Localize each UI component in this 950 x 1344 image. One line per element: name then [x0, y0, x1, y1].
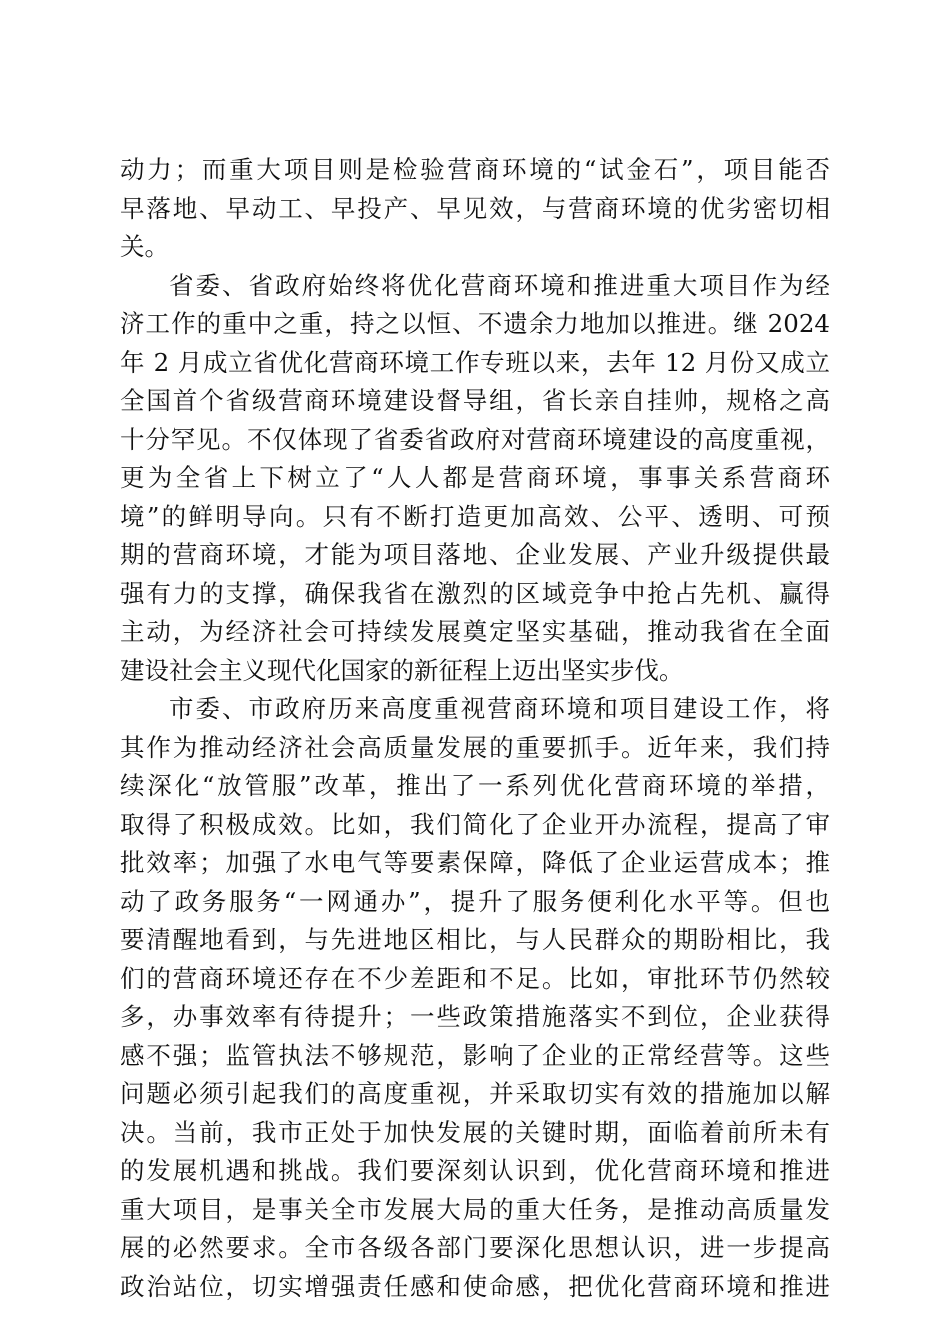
text-line: 济工作的重中之重，持之以恒、不遗余力地加以推进。继 2024	[120, 309, 830, 338]
paragraph-start-line: 省委、省政府始终将优化营商环境和推进重大项目作为经	[169, 270, 830, 300]
text-line: 其作为推动经济社会高质量发展的重要抓手。近年来，我们持	[120, 732, 830, 762]
text-line: 们的营商环境还存在不少差距和不足。比如，审批环节仍然较	[120, 963, 830, 993]
text-line: 决。当前，我市正处于加快发展的关键时期，面临着前所未有	[120, 1117, 830, 1147]
text-line: 问题必须引起我们的高度重视，并采取切实有效的措施加以解	[120, 1079, 830, 1108]
text-line: 十分罕见。不仅体现了省委省政府对营商环境建设的高度重视，	[120, 424, 830, 454]
text-line: 境”的鲜明导向。只有不断打造更加高效、公平、透明、可预	[120, 501, 830, 531]
text-line: 多，办事效率有待提升；一些政策措施落实不到位，企业获得	[120, 1002, 830, 1031]
body-text	[120, 151, 830, 1306]
text-line: 更为全省上下树立了“人人都是营商环境，事事关系营商环	[120, 463, 830, 492]
text-line: 续深化“放管服”改革，推出了一系列优化营商环境的举措，	[120, 771, 830, 800]
text-line: 年 2 月成立省优化营商环境工作专班以来，去年 12 月份又成立	[120, 347, 830, 377]
text-line: 要清醒地看到，与先进地区相比，与人民群众的期盼相比，我	[120, 925, 830, 954]
text-line: 动了政务服务“一网通办”，提升了服务便利化水平等。但也	[120, 886, 830, 916]
text-line: 展的必然要求。全市各级各部门要深化思想认识，进一步提高	[120, 1233, 830, 1262]
text-line: 感不强；监管执法不够规范，影响了企业的正常经营等。这些	[120, 1040, 830, 1070]
paragraph-start-line: 市委、市政府历来高度重视营商环境和项目建设工作，将	[169, 694, 830, 723]
text-line: 批效率；加强了水电气等要素保障，降低了企业运营成本；推	[120, 848, 830, 877]
text-line: 早落地、早动工、早投产、早见效，与营商环境的优劣密切相	[120, 193, 830, 223]
text-line: 强有力的支撑，确保我省在激烈的区域竞争中抢占先机、赢得	[120, 578, 830, 608]
text-line: 主动，为经济社会可持续发展奠定坚实基础，推动我省在全面	[120, 617, 830, 646]
text-line: 取得了积极成效。比如，我们简化了企业开办流程，提高了审	[120, 809, 830, 839]
text-line: 重大项目，是事关全市发展大局的重大任务，是推动高质量发	[120, 1194, 830, 1224]
text-line: 政治站位，切实增强责任感和使命感，把优化营商环境和推进	[120, 1271, 830, 1301]
text-line: 建设社会主义现代化国家的新征程上迈出坚实步伐。	[120, 655, 684, 685]
text-line: 关。	[120, 232, 169, 261]
text-line: 的发展机遇和挑战。我们要深刻认识到，优化营商环境和推进	[120, 1156, 830, 1185]
text-line: 动力；而重大项目则是检验营商环境的“试金石”，项目能否	[120, 155, 830, 184]
text-line: 全国首个省级营商环境建设督导组，省长亲自挂帅，规格之高	[120, 386, 830, 415]
text-line: 期的营商环境，才能为项目落地、企业发展、产业升级提供最	[120, 540, 830, 569]
